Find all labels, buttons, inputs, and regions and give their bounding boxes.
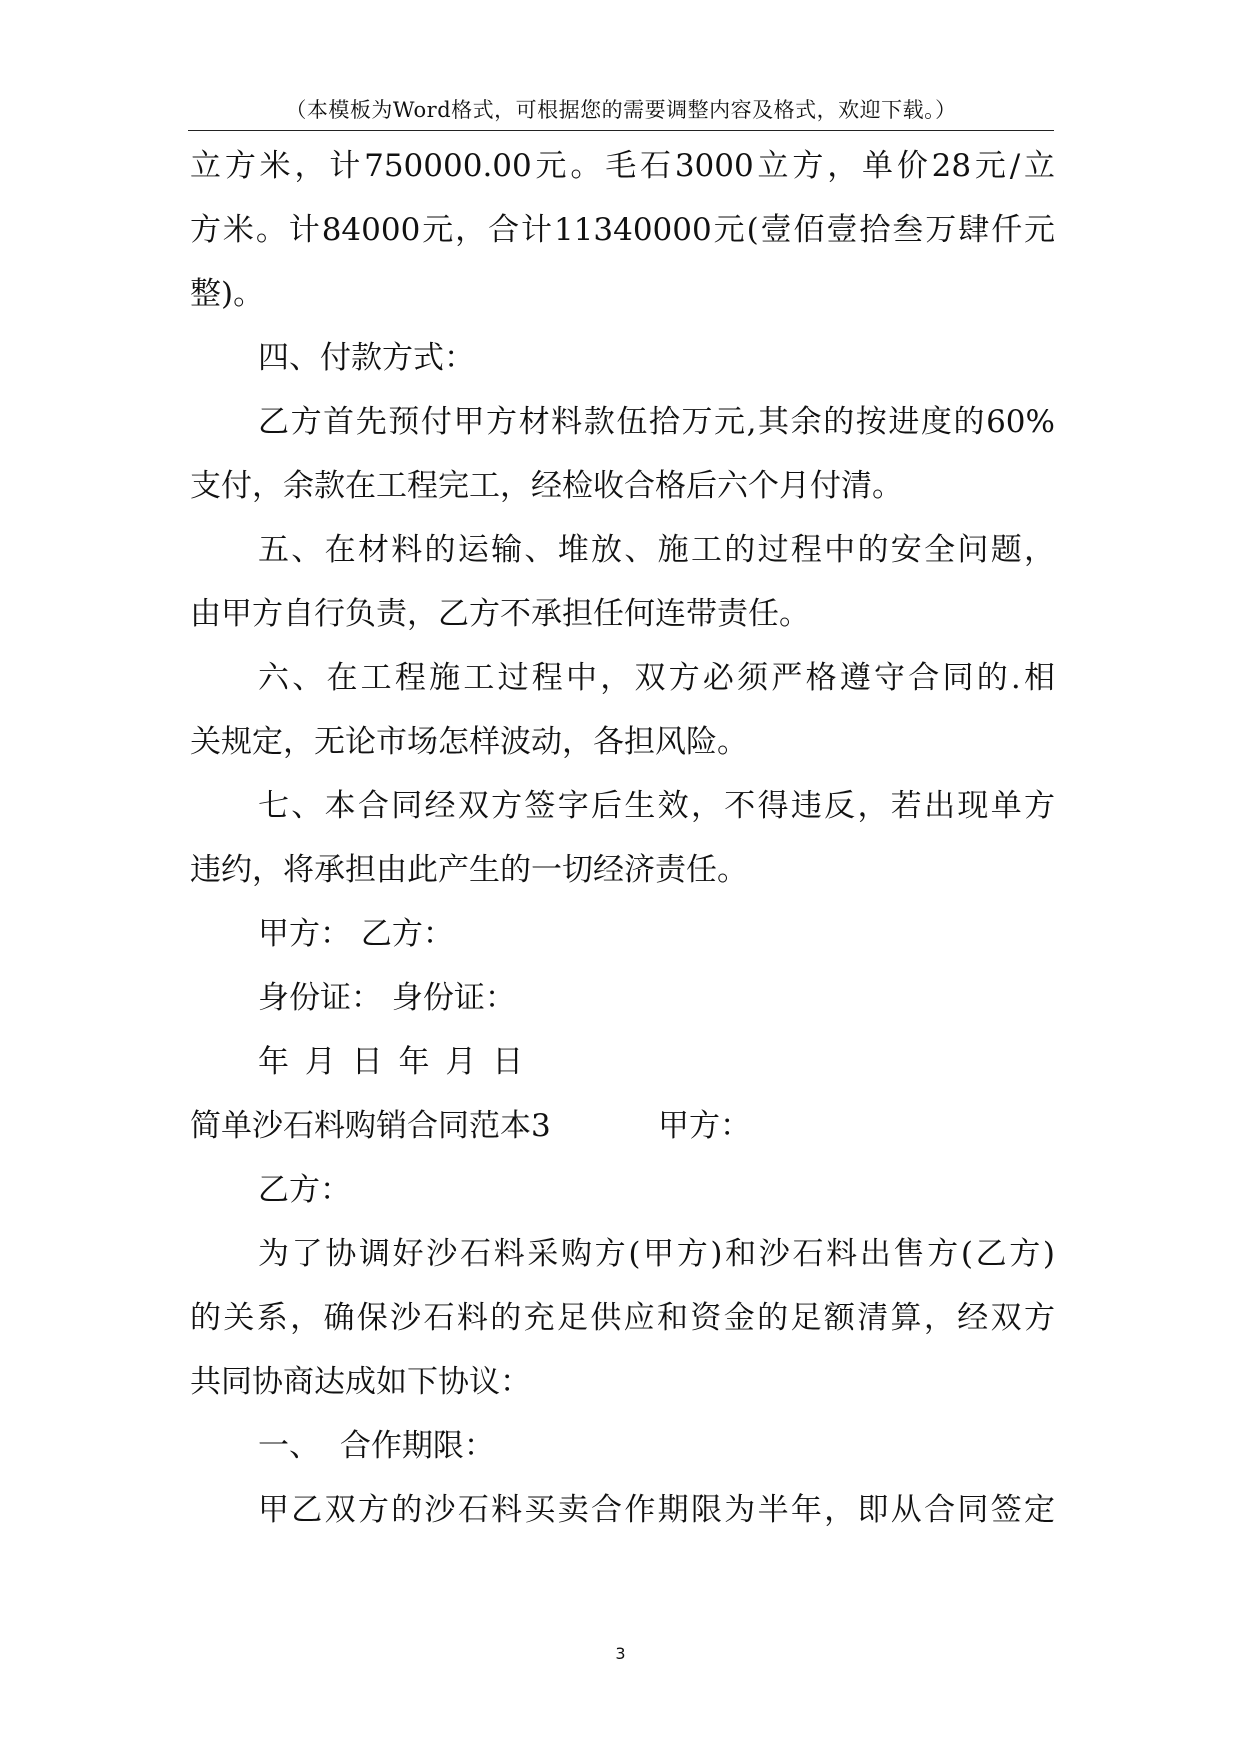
clause-six-line-2: 关规定，无论市场怎样波动，各担风险。 bbox=[190, 724, 748, 760]
clause-five-line-2: 由甲方自行负责，乙方不承担任何连带责任。 bbox=[190, 596, 810, 632]
clause-seven-line-1: 七、本合同经双方签字后生效，不得违反，若出现单方 bbox=[258, 788, 1055, 824]
body-line-1: 立方米，计750000.00元。毛石3000立方，单价28元/立 bbox=[190, 148, 1055, 184]
party-a-label: 甲方： bbox=[658, 1108, 751, 1144]
header-divider bbox=[188, 130, 1054, 131]
section-heading-payment: 四、付款方式： bbox=[258, 340, 475, 376]
preamble-line-1: 为了协调好沙石料采购方(甲方)和沙石料出售方(乙方) bbox=[258, 1236, 1055, 1272]
signature-dates: 年 月 日 年 月 日 bbox=[258, 1044, 524, 1080]
signature-parties: 甲方： 乙方： bbox=[258, 916, 454, 952]
preamble-line-2: 的关系，确保沙石料的充足供应和资金的足额清算，经双方 bbox=[190, 1300, 1055, 1336]
clause-six-line-1: 六、在工程施工过程中，双方必须严格遵守合同的.相 bbox=[258, 660, 1055, 696]
body-line-2: 方米。计84000元，合计11340000元(壹佰壹拾叁万肆仟元 bbox=[190, 212, 1055, 248]
section-heading-term: 一、 合作期限： bbox=[258, 1428, 495, 1464]
body-line-3: 整)。 bbox=[190, 276, 265, 312]
clause-seven-line-2: 违约，将承担由此产生的一切经济责任。 bbox=[190, 852, 748, 888]
contract-title: 简单沙石料购销合同范本3 bbox=[190, 1108, 551, 1144]
term-line-1: 甲乙双方的沙石料买卖合作期限为半年，即从合同签定 bbox=[258, 1492, 1055, 1528]
header-note: （本模板为Word格式，可根据您的需要调整内容及格式，欢迎下载。） bbox=[285, 98, 957, 122]
preamble-line-3: 共同协商达成如下协议： bbox=[190, 1364, 531, 1400]
signature-id: 身份证： 身份证： bbox=[258, 980, 516, 1016]
party-b-label: 乙方： bbox=[258, 1172, 351, 1208]
body-line-6: 支付，余款在工程完工，经检收合格后六个月付清。 bbox=[190, 468, 903, 504]
body-line-5: 乙方首先预付甲方材料款伍拾万元,其余的按进度的60% bbox=[258, 404, 1055, 440]
clause-five-line-1: 五、在材料的运输、堆放、施工的过程中的安全问题， bbox=[258, 532, 1055, 568]
page-number: 3 bbox=[615, 1644, 626, 1663]
